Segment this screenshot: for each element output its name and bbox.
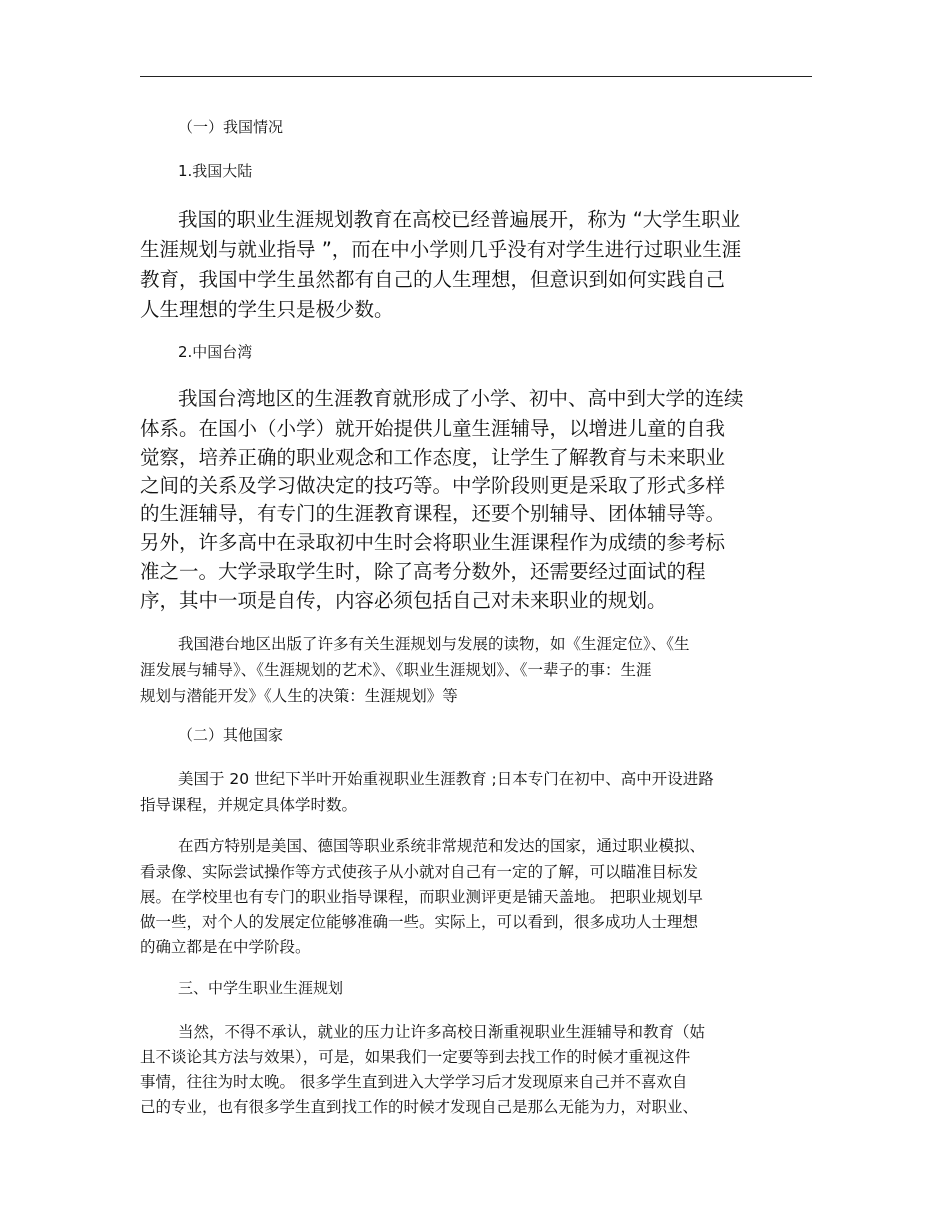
header-rule xyxy=(140,76,812,77)
heading-domestic: （一）我国情况 xyxy=(178,118,284,136)
paragraph-mainland-line: 我国的职业生涯规划教育在高校已经普遍展开，称为 “大学生职业 xyxy=(178,208,741,231)
paragraph-publications-line: 我国港台地区出版了许多有关生涯规划与发展的读物，如《生涯定位》、《生 xyxy=(178,635,690,653)
paragraph-taiwan-line: 准之一。大学录取学生时，除了高考分数外，还需要经过面试的程 xyxy=(140,560,706,583)
paragraph-taiwan-line: 另外，许多高中在录取初中生时会将职业生涯课程作为成绩的参考标 xyxy=(140,531,726,554)
paragraph-taiwan-line: 的生涯辅导，有专门的生涯教育课程，还要个别辅导、团体辅导等。 xyxy=(140,502,726,525)
paragraph-employment-line: 己的专业，也有很多学生直到找工作的时候才发现自己是那么无能为力，对职业、 xyxy=(140,1098,699,1116)
heading-mainland: 1.我国大陆 xyxy=(178,162,253,180)
paragraph-usa-japan-line: 指导课程，并规定具体学时数。 xyxy=(140,796,358,814)
paragraph-mainland-line: 人生理想的学生只是极少数。 xyxy=(140,298,394,321)
paragraph-taiwan-line: 觉察，培养正确的职业观念和工作态度，让学生了解教育与未来职业 xyxy=(140,446,726,469)
paragraph-western-line: 的确立都是在中学阶段。 xyxy=(140,938,311,956)
paragraph-mainland-line: 教育，我国中学生虽然都有自己的人生理想，但意识到如何实践自己 xyxy=(140,268,726,291)
paragraph-publications-line: 涯发展与辅导》、《生涯规划的艺术》、《职业生涯规划》、《一辈子的事：生涯 xyxy=(140,661,652,679)
paragraph-taiwan-line: 之间的关系及学习做决定的技巧等。中学阶段则更是采取了形式多样 xyxy=(140,474,726,497)
heading-middle-school-planning: 三、中学生职业生涯规划 xyxy=(178,979,344,997)
paragraph-usa-japan-line: 美国于 20 世纪下半叶开始重视职业生涯教育 ;日本专门在初中、高中开设进路 xyxy=(178,770,714,788)
paragraph-employment-line: 且不谈论其方法与效果），可是，如果我们一定要等到去找工作的时候才重视这件 xyxy=(140,1048,691,1066)
paragraph-western-line: 做一些，对个人的发展定位能够准确一些。实际上，可以看到，很多成功人士理想 xyxy=(140,913,699,931)
paragraph-employment-line: 事情，往往为时太晚。 很多学生直到进入大学学习后才发现原来自己并不喜欢自 xyxy=(140,1073,688,1091)
heading-taiwan: 2.中国台湾 xyxy=(178,343,253,361)
paragraph-western-line: 展。在学校里也有专门的职业指导课程，而职业测评更是铺天盖地。 把职业规划早 xyxy=(140,888,703,906)
paragraph-western-line: 在西方特别是美国、德国等职业系统非常规范和发达的国家，通过职业模拟、 xyxy=(178,837,706,855)
paragraph-employment-line: 当然，不得不承认，就业的压力让许多高校日渐重视职业生涯辅导和教育（姑 xyxy=(178,1023,706,1041)
paragraph-taiwan-line: 我国台湾地区的生涯教育就形成了小学、初中、高中到大学的连续 xyxy=(178,387,744,410)
paragraph-taiwan-line: 体系。在国小（小学）就开始提供儿童生涯辅导，以增进儿童的自我 xyxy=(140,417,726,440)
paragraph-publications-line: 规划与潜能开发》《人生的决策：生涯规划》等 xyxy=(140,687,458,705)
paragraph-mainland-line: 生涯规划与就业指导 ”，而在中小学则几乎没有对学生进行过职业生涯 xyxy=(140,238,742,261)
paragraph-western-line: 看录像、实际尝试操作等方式使孩子从小就对自己有一定的了解，可以瞄准目标发 xyxy=(140,863,699,881)
paragraph-taiwan-line: 序，其中一项是自传，内容必须包括自己对未来职业的规划。 xyxy=(140,589,667,612)
heading-other-countries: （二）其他国家 xyxy=(178,726,284,744)
